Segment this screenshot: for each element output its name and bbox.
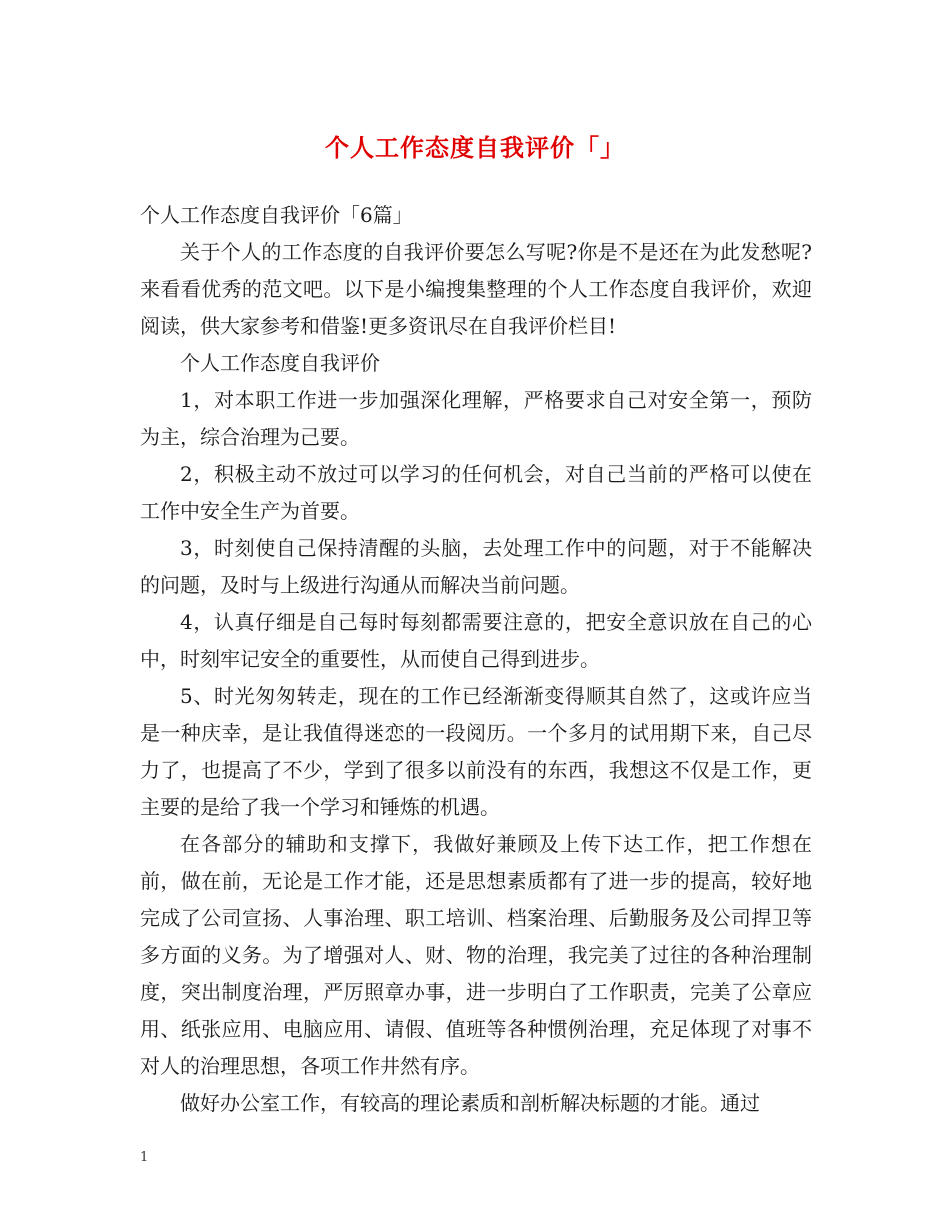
subtitle-paragraph: 个人工作态度自我评价「6篇」 — [140, 203, 413, 227]
body-paragraph: 在各部分的辅助和支撑下，我做好兼顾及上传下达工作，把工作想在前，做在前，无论是工作才能，还是思想素质都有了进一步的提高，较好地完成了公司宣扬、人事治理、职工培训、档案治理、后勤服务及公司捍卫等多方面的义务。为了增强对人、财、物的治理，我完美了过往的各种治理制度，突出制度治理，严厉照章办事，进一步明白了工作职责，完美了公章应用、纸张应用、电脑应用、请假、值班等各种惯例治理，充足体现了对事不对人的治理思想，各项工作井然有序。 — [140, 832, 812, 1078]
body-paragraph: 1，对本职工作进一步加强深化理解，严格要求自己对安全第一，预防为主，综合治理为己要。 — [140, 388, 812, 449]
intro-paragraph: 关于个人的工作态度的自我评价要怎么写呢?你是不是还在为此发愁呢?来看看优秀的范文吧。以下是小编搜集整理的个人工作态度自我评价，欢迎阅读，供大家参考和借鉴!更多资讯尽在自我评价栏目! — [140, 240, 812, 338]
body-paragraph: 4，认真仔细是自己每时每刻都需要注意的，把安全意识放在自己的心中，时刻牢记安全的重要性，从而使自己得到进步。 — [140, 610, 812, 671]
body-paragraph: 2，积极主动不放过可以学习的任何机会，对自己当前的严格可以使在工作中安全生产为首要。 — [140, 462, 812, 523]
page-number: 1 — [140, 1150, 149, 1165]
body-paragraph: 5、时光匆匆转走，现在的工作已经渐渐变得顺其自然了，这或许应当是一种庆幸，是让我值得迷恋的一段阅历。一个多月的试用期下来，自己尽力了，也提高了不少，学到了很多以前没有的东西，我想这不仅是工作，更主要的是给了我一个学习和锤炼的机遇。 — [140, 684, 812, 819]
document-body — [140, 197, 812, 1122]
body-paragraph: 做好办公室工作，有较高的理论素质和剖析解决标题的才能。通过 — [180, 1091, 760, 1115]
section-heading: 个人工作态度自我评价 — [180, 351, 380, 375]
body-paragraph: 3，时刻使自己保持清醒的头脑，去处理工作中的问题，对于不能解决的问题，及时与上级进行沟通从而解决当前问题。 — [140, 536, 812, 597]
document-title: 个人工作态度自我评价「」 — [325, 133, 625, 162]
